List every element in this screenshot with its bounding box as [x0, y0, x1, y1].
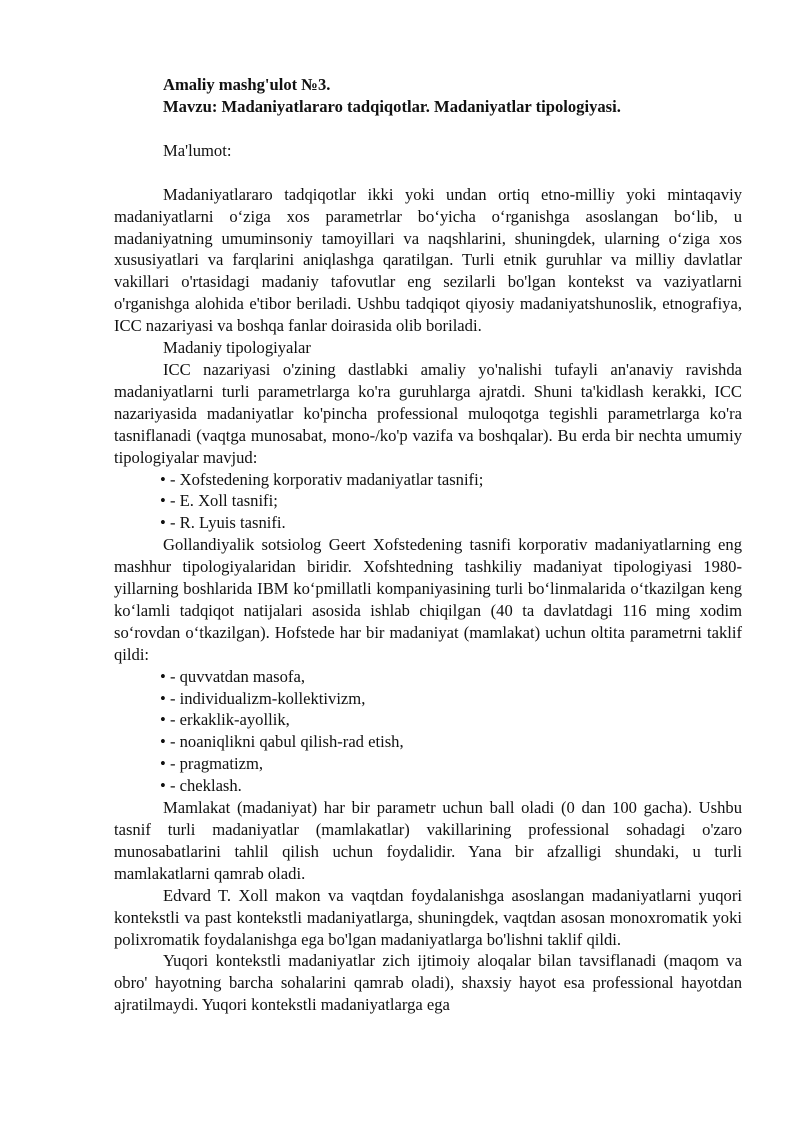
list-item: • - cheklash. — [160, 776, 242, 796]
list-item: • - individualizm-kollektivizm, — [160, 688, 366, 708]
paragraph-score: Mamlakat (madaniyat) har bir parametr uchun ball oladi (0 dan 100 gacha). Ushbu tasnif turli madaniyatlar (mamlakatlar) vakillarining professional sohadagi o'zaro munosabatlarini tahlil qilish uchun foydalidir. Yana bir afzalligi shundaki, u turli mamlakatlarni qamrab oladi. — [114, 798, 742, 883]
list-item: • - E. Xoll tasnifi; — [160, 491, 278, 511]
parameter-list — [114, 666, 742, 797]
paragraph-high-context: Yuqori kontekstli madaniyatlar zich ijtimoiy aloqalar bilan tavsiflanadi (maqom va obro' hayotning barcha sohalarini qamrab oladi), shaxsiy hayot esa professional hayotdan ajratilmaydi. Yuqori kontekstli madaniyatlarga ega — [114, 951, 742, 1015]
list-item: • - Xofstedening korporativ madaniyatlar tasnifi; — [160, 469, 484, 489]
document-title-line-2: Mavzu: Madaniyatlararo tadqiqotlar. Madaniyatlar tipologiyasi. — [163, 96, 621, 116]
paragraph-intro: Madaniyatlararo tadqiqotlar ikki yoki undan ortiq etno-milliy yoki mintaqaviy madaniyatlarni o‘ziga xos parametrlar bo‘yicha o‘rganishga asoslangan bo‘lib, u madaniyatning umuminsoniy tamoyillari va naqshlarini, shuningdek, ularning o‘ziga xos xususiyatlari va farqlarini aniqlashga qaratilgan. Turli etnik guruhlar va milliy davlatlar vakillari o'rtasidagi madaniy tafovutlar eng sezilarli bo'lgan kontekst va vaziyatlarni o'rganishga alohida e'tibor beriladi. Ushbu tadqiqot qiyosiy madaniyatshunoslik, etnografiya, ICC nazariyasi va boshqa fanlar doirasida olib boriladi. — [114, 184, 742, 336]
paragraph-hofstede: Gollandiyalik sotsiolog Geert Xofstedening tasnifi korporativ madaniyatlarning eng mashhur tipologiyalaridan biridir. Xofshtedning tashkiliy madaniyat tipologiyasi 1980-yillarning boshlarida IBM ko‘pmillatli kompaniyasining turli bo‘linmalarida o‘tkazilgan keng ko‘lamli tadqiqot natijalari asosida ishlab chiqilgan (40 ta davlatdagi 116 ming xodim so‘rovdan o‘tkazilgan). Hofstede har bir madaniyat (mamlakat) uchun oltita parametrni taklif qildi: — [114, 535, 742, 664]
typology-list — [114, 469, 742, 535]
paragraph-icc: ICC nazariyasi o'zining dastlabki amaliy yo'nalishi tufayli an'anaviy ravishda madaniyatlarni turli parametrlarga ko'ra guruhlarga ajratdi. Shuni ta'kidlash kerakki, ICC nazariyasida madaniyatlar ko'pincha professional muloqotga tegishli parametrlarga ko'ra tasniflanadi (vaqtga munosabat, mono-/ko'p vazifa va boshqalar). Bu erda bir nechta umumiy tipologiyalar mavjud: — [114, 359, 742, 467]
document-page — [114, 74, 742, 1016]
section-label-malumot: Ma'lumot: — [163, 140, 232, 160]
document-title-line-1: Amaliy mashg'ulot №3. — [163, 75, 331, 94]
paragraph-hall: Edvard T. Xoll makon va vaqtdan foydalanishga asoslangan madaniyatlarni yuqori kontekstli va past kontekstli madaniyatlarga, shuningdek, vaqtdan asosan monoxromatik yoki polixromatik foydalanishga ega bo'lgan madaniyatlarga bo'lishni taklif qildi. — [114, 885, 742, 949]
list-item: • - R. Lyuis tasnifi. — [160, 513, 286, 533]
list-item: • - pragmatizm, — [160, 754, 264, 774]
list-item: • - quvvatdan masofa, — [160, 666, 305, 686]
list-item: • - noaniqlikni qabul qilish-rad etish, — [160, 732, 404, 752]
subheading-typologies: Madaniy tipologiyalar — [163, 338, 311, 358]
list-item: • - erkaklik-ayollik, — [160, 710, 290, 730]
